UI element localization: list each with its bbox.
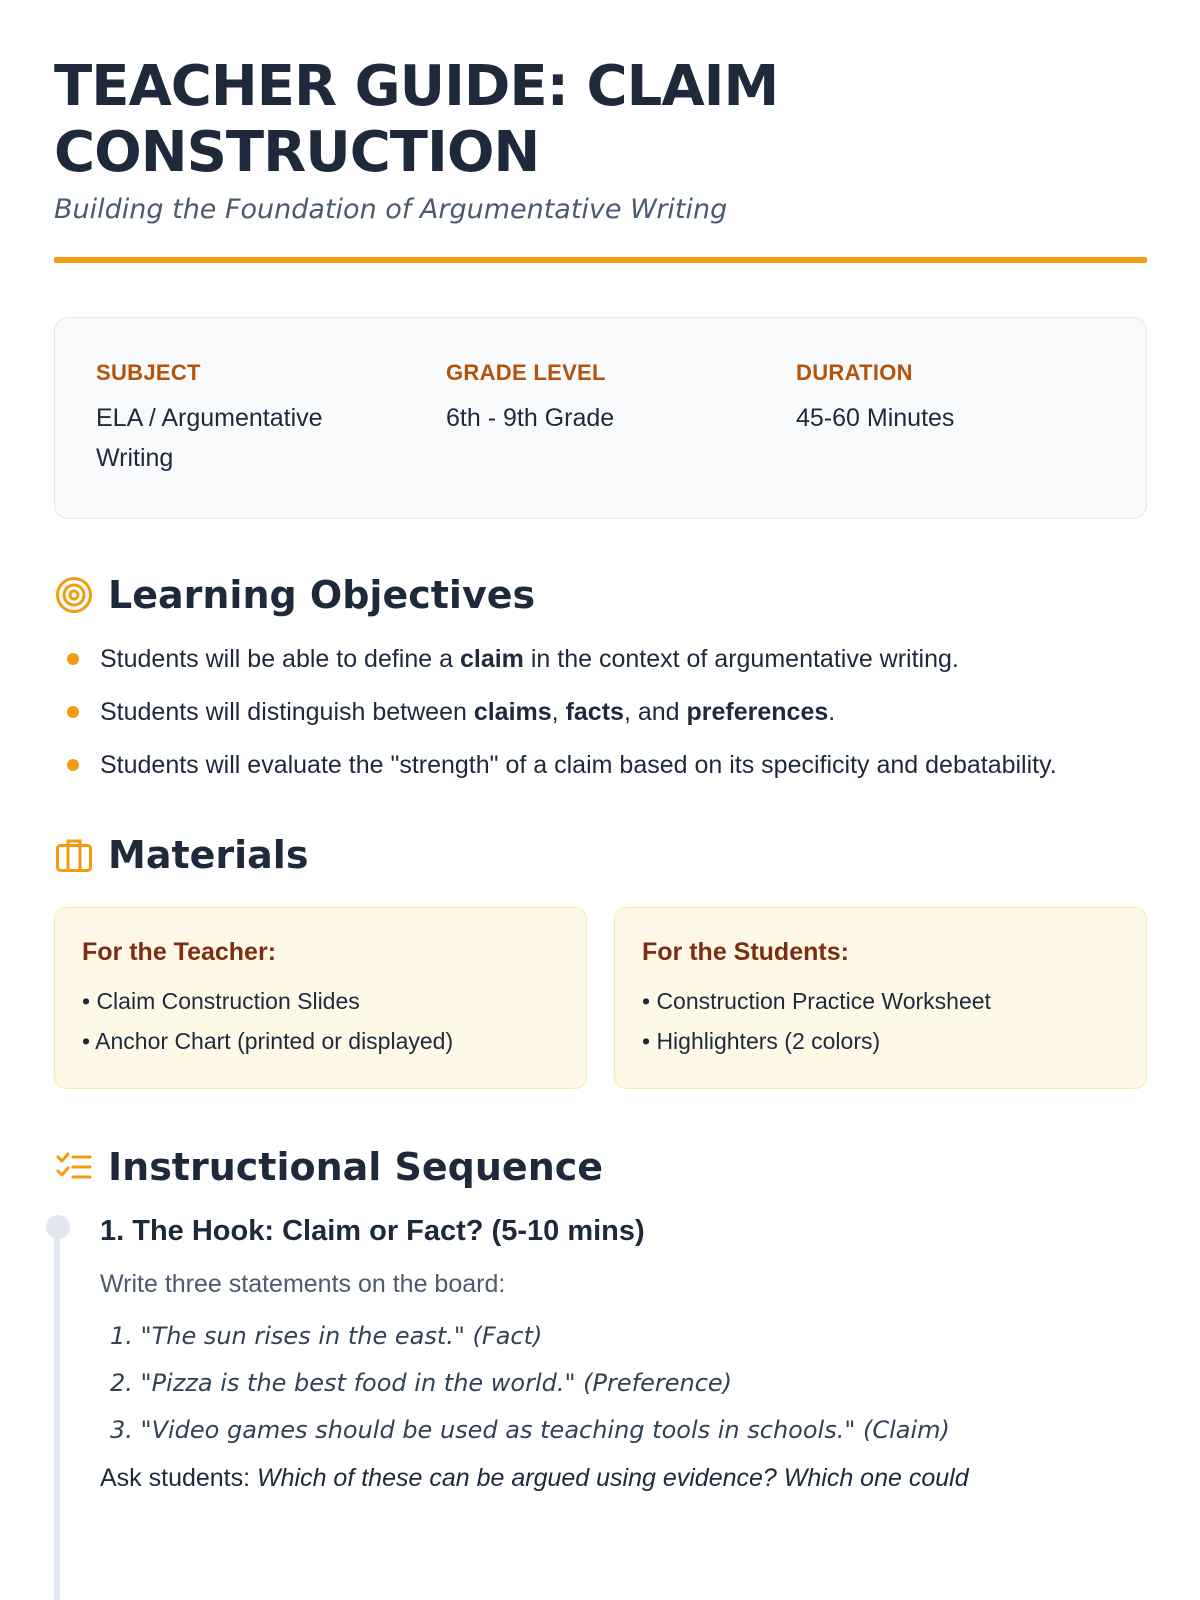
title-divider (54, 257, 1147, 263)
timeline-line (54, 1221, 60, 1600)
step-title: 1. The Hook: Claim or Fact? (5-10 mins) (100, 1215, 645, 1247)
page-title: TEACHER GUIDE: CLAIM CONSTRUCTION (54, 54, 779, 185)
list-item: • Anchor Chart (printed or displayed) (82, 1028, 454, 1054)
info-label: GRADE LEVEL (446, 360, 606, 385)
info-label: SUBJECT (96, 360, 201, 385)
materials-list (642, 981, 1119, 1061)
card-title: For the Students: (642, 938, 849, 966)
ask-students-prompt: Ask students: Which of these can be argued using evidence? Which one could (100, 1464, 969, 1492)
lesson-info-card (54, 317, 1147, 519)
list-item: • Construction Practice Worksheet (642, 988, 991, 1014)
instructional-step (54, 1215, 1147, 1493)
list-item: • Highlighters (2 colors) (642, 1028, 881, 1054)
bullet-dot (67, 759, 79, 771)
section-title: Instructional Sequence (108, 1145, 604, 1189)
list-item: 2. "Pizza is the best food in the world." (Preference) (110, 1369, 733, 1397)
list-item: Students will be able to define a claim in the context of argumentative writing. (54, 639, 1114, 679)
bullet-dot (67, 653, 79, 665)
statement-list (100, 1313, 1147, 1454)
info-grade-level (446, 360, 746, 438)
section-learning-objectives (54, 573, 1147, 617)
student-materials-card (614, 907, 1147, 1089)
materials-cards (54, 907, 1147, 1089)
teacher-materials-card (54, 907, 587, 1089)
materials-list (82, 981, 559, 1061)
card-title: For the Teacher: (82, 938, 277, 966)
info-label: DURATION (796, 360, 913, 385)
list-item: • Claim Construction Slides (82, 988, 360, 1014)
list-item: 3. "Video games should be used as teaching tools in schools." (Claim) (110, 1416, 950, 1444)
section-title: Learning Objectives (108, 573, 536, 617)
info-value: 45-60 Minutes (796, 404, 955, 432)
objectives-list (54, 639, 1147, 785)
bullet-dot (67, 706, 79, 718)
checklist-icon (54, 1147, 94, 1187)
step-intro: Write three statements on the board: (100, 1270, 506, 1298)
info-subject (96, 360, 396, 478)
page-subtitle: Building the Foundation of Argumentative Writing (54, 194, 728, 225)
teacher-guide-page (54, 54, 1147, 1493)
timeline-dot (46, 1215, 70, 1239)
info-value: ELA / Argumentative Writing (96, 404, 323, 472)
target-icon (54, 575, 94, 615)
list-item: Students will distinguish between claims, facts, and preferences. (54, 692, 1114, 732)
briefcase-icon (54, 835, 94, 875)
info-duration (796, 360, 1096, 438)
section-title: Materials (108, 833, 309, 877)
section-instructional-sequence (54, 1145, 1147, 1189)
section-materials (54, 833, 1147, 877)
list-item: 1. "The sun rises in the east." (Fact) (110, 1322, 543, 1350)
info-value: 6th - 9th Grade (446, 404, 615, 432)
list-item: Students will evaluate the "strength" of a claim based on its specificity and debatability. (54, 745, 1114, 785)
